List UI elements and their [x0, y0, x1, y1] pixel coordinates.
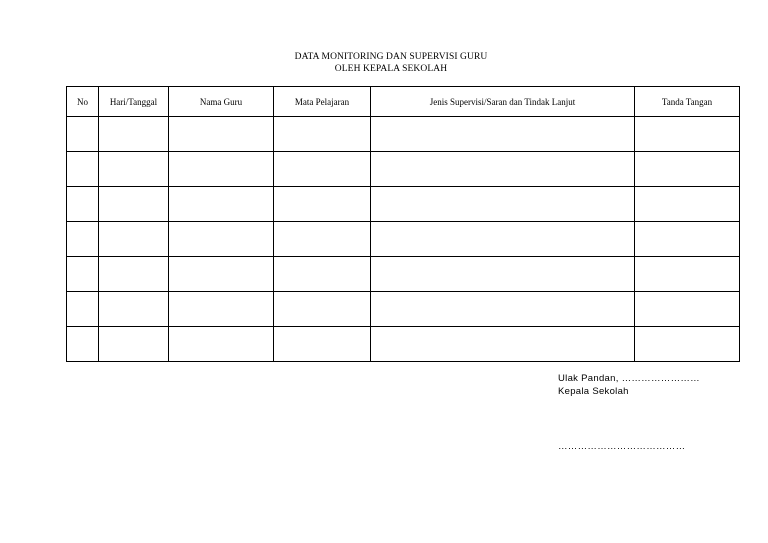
table-cell[interactable] — [274, 222, 371, 257]
table-cell[interactable] — [274, 152, 371, 187]
title-line-1: DATA MONITORING DAN SUPERVISI GURU — [294, 52, 488, 62]
table-cell[interactable] — [371, 257, 635, 292]
table-body — [67, 117, 740, 362]
signature-name-line: ………………………………… — [558, 441, 686, 452]
table-cell[interactable] — [635, 222, 740, 257]
table-cell[interactable] — [99, 257, 169, 292]
title-line-2: OLEH KEPALA SEKOLAH — [334, 64, 448, 74]
table-cell[interactable] — [99, 152, 169, 187]
signature-role: Kepala Sekolah — [558, 386, 629, 397]
header-no: No — [67, 87, 99, 117]
table-cell[interactable] — [67, 187, 99, 222]
table-cell[interactable] — [99, 117, 169, 152]
table-row — [67, 327, 740, 362]
table-cell[interactable] — [371, 152, 635, 187]
place-date: Ulak Pandan, …………………… — [558, 373, 700, 384]
table-row — [67, 257, 740, 292]
table-row — [67, 187, 740, 222]
table-cell[interactable] — [99, 222, 169, 257]
table-cell[interactable] — [169, 222, 274, 257]
header-nama-guru: Nama Guru — [169, 87, 274, 117]
table-cell[interactable] — [371, 292, 635, 327]
monitoring-table — [66, 86, 740, 362]
table-header-row — [67, 87, 740, 117]
header-tanda-tangan: Tanda Tangan — [635, 87, 740, 117]
table-cell[interactable] — [67, 257, 99, 292]
table-cell[interactable] — [635, 257, 740, 292]
header-hari-tanggal: Hari/Tanggal — [99, 87, 169, 117]
table-cell[interactable] — [67, 117, 99, 152]
table-cell[interactable] — [274, 187, 371, 222]
table-cell[interactable] — [169, 327, 274, 362]
table-cell[interactable] — [371, 117, 635, 152]
table-cell[interactable] — [99, 187, 169, 222]
table-cell[interactable] — [169, 152, 274, 187]
header-mata-pelajaran: Mata Pelajaran — [274, 87, 371, 117]
table-cell[interactable] — [371, 222, 635, 257]
table-cell[interactable] — [635, 117, 740, 152]
document-title — [0, 51, 768, 75]
header-jenis-supervisi: Jenis Supervisi/Saran dan Tindak Lanjut — [371, 87, 635, 117]
table-cell[interactable] — [371, 187, 635, 222]
table-cell[interactable] — [274, 117, 371, 152]
table-cell[interactable] — [169, 257, 274, 292]
table-cell[interactable] — [169, 292, 274, 327]
table-row — [67, 222, 740, 257]
signature-block — [558, 372, 700, 453]
table-cell[interactable] — [635, 292, 740, 327]
table-cell[interactable] — [274, 257, 371, 292]
table-cell[interactable] — [67, 327, 99, 362]
table-cell[interactable] — [169, 187, 274, 222]
table-cell[interactable] — [99, 292, 169, 327]
table-cell[interactable] — [67, 222, 99, 257]
table-row — [67, 292, 740, 327]
table-cell[interactable] — [274, 327, 371, 362]
table-row — [67, 117, 740, 152]
table-cell[interactable] — [371, 327, 635, 362]
table-cell[interactable] — [635, 327, 740, 362]
table-cell[interactable] — [274, 292, 371, 327]
table-cell[interactable] — [67, 292, 99, 327]
table-cell[interactable] — [635, 152, 740, 187]
table-cell[interactable] — [169, 117, 274, 152]
table-cell[interactable] — [635, 187, 740, 222]
table-cell[interactable] — [67, 152, 99, 187]
table-cell[interactable] — [99, 327, 169, 362]
table-row — [67, 152, 740, 187]
